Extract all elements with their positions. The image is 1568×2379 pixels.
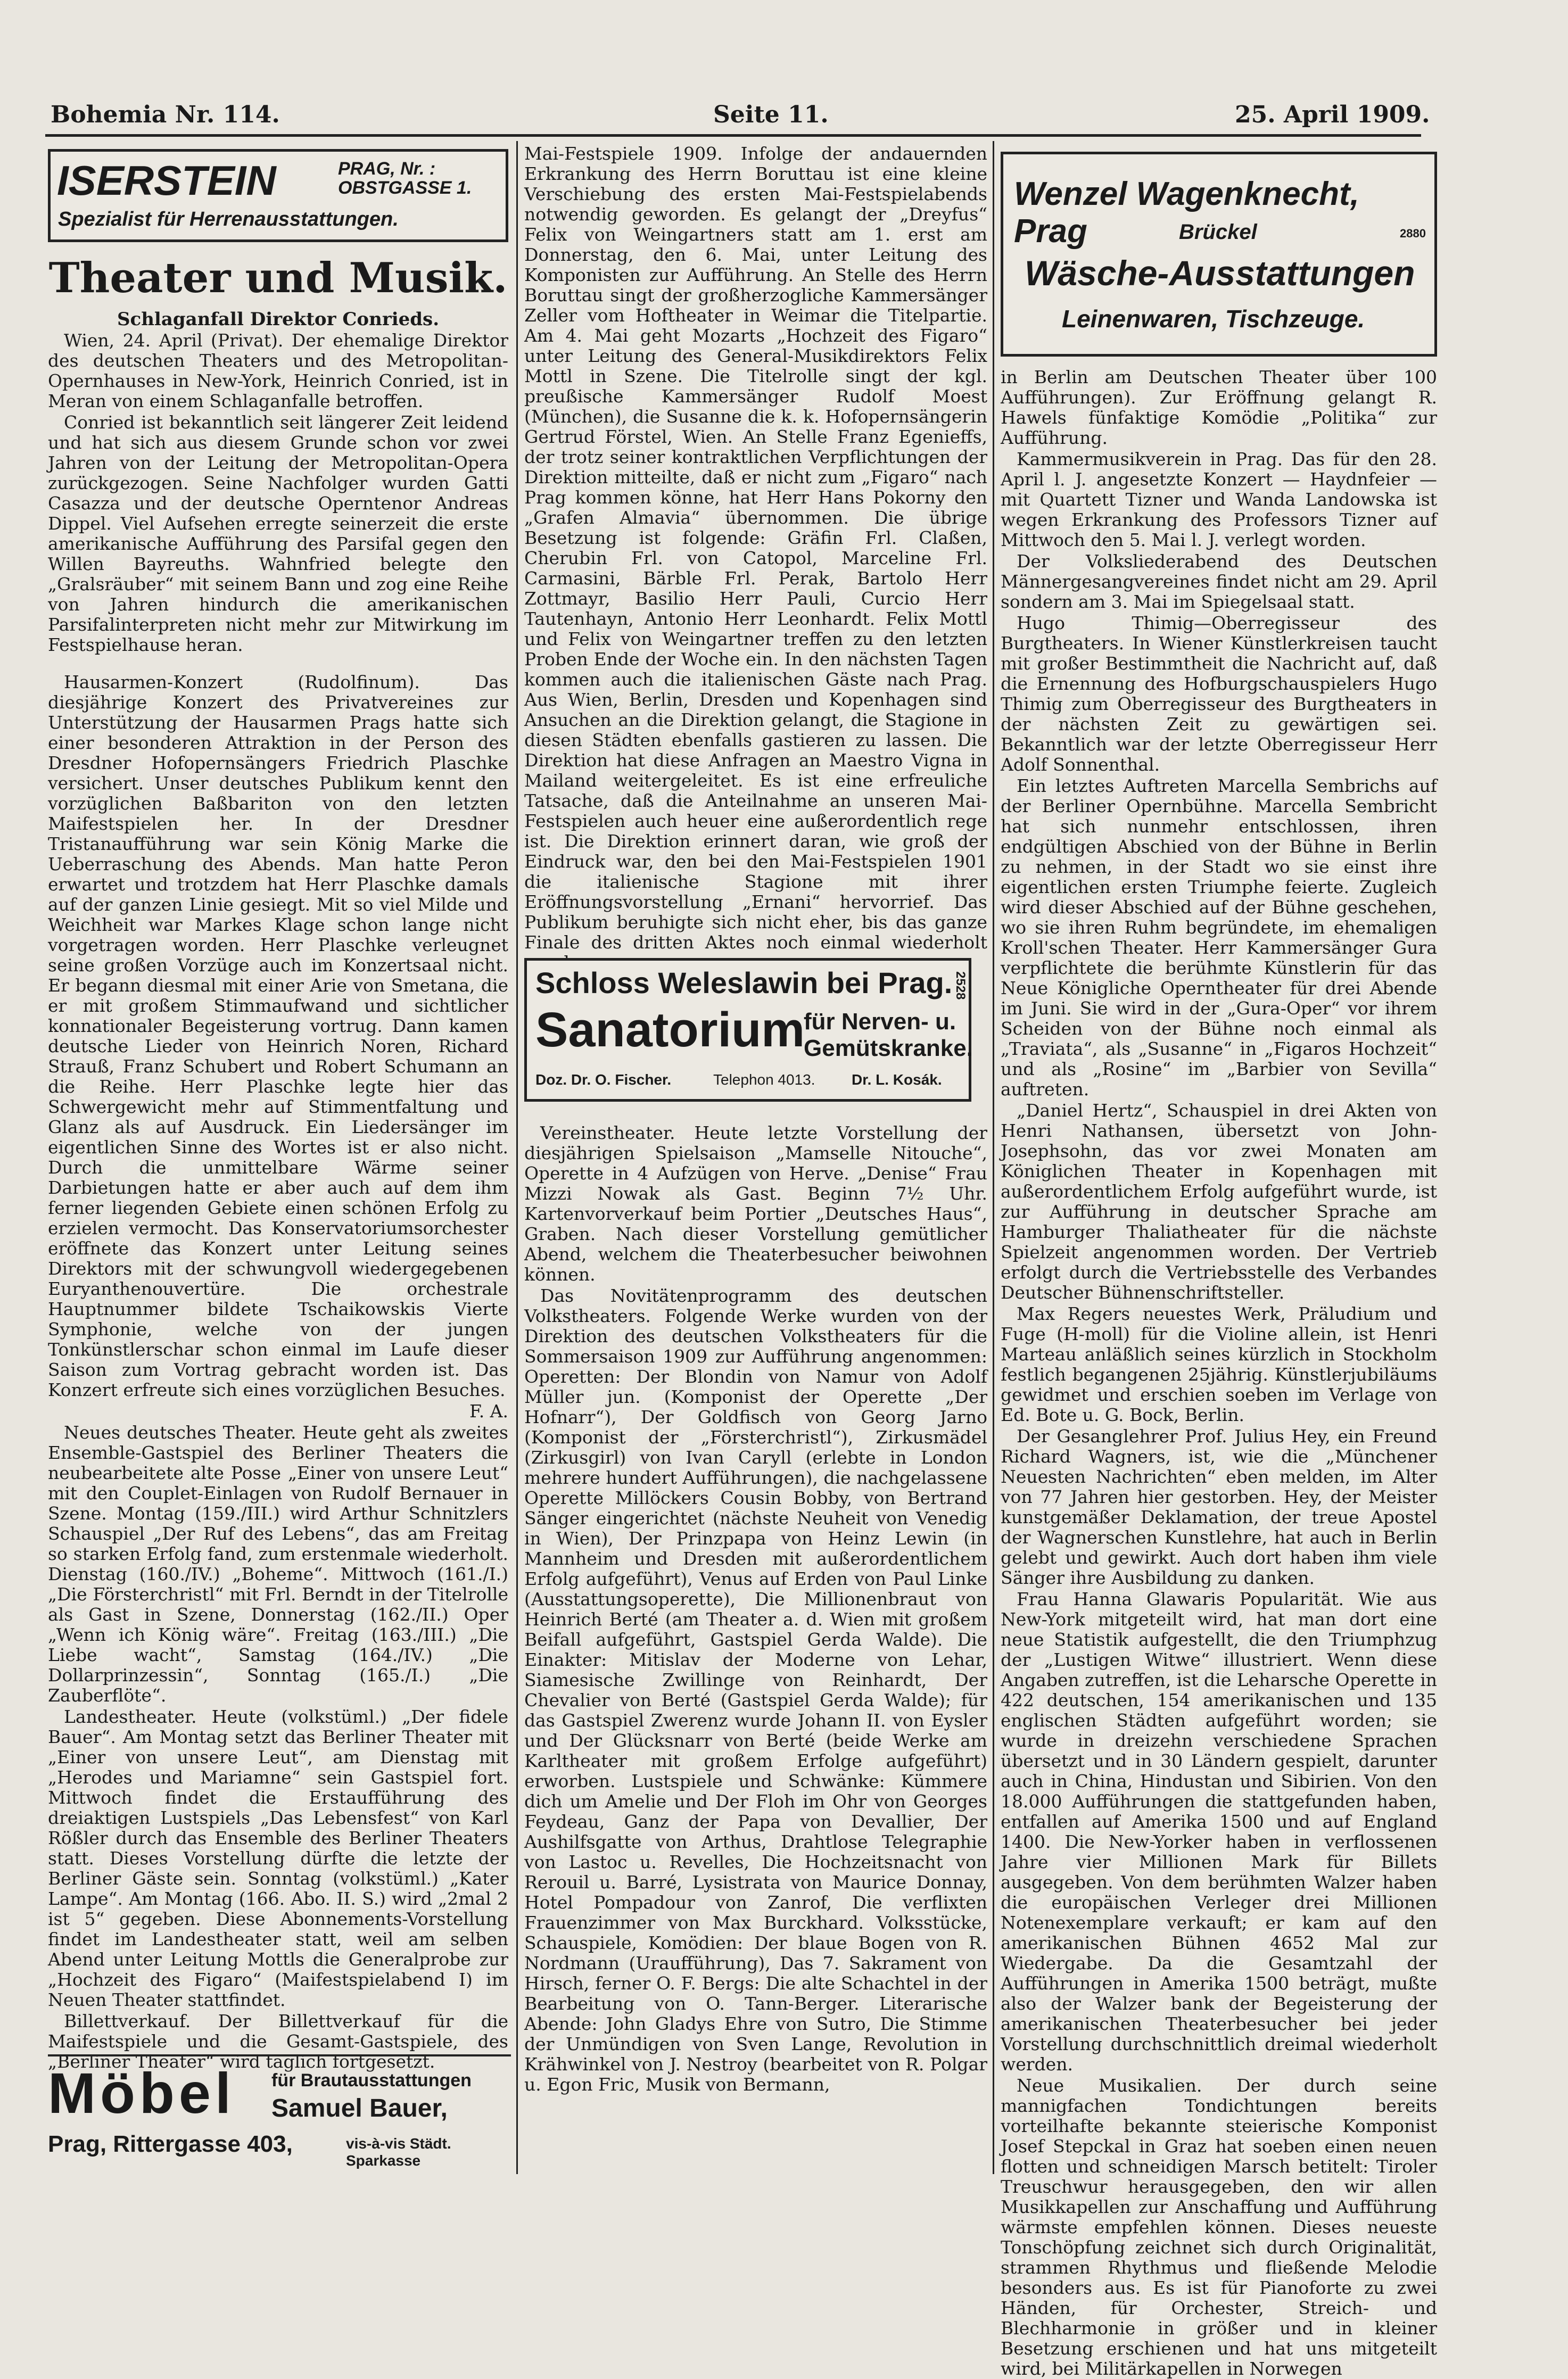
section-title: Theater und Musik. (48, 254, 508, 302)
wagenknecht-line3: Leinenwaren, Tischzeuge. (1062, 305, 1365, 333)
article-signature: F. A. (469, 1401, 508, 1422)
wagenknecht-line2: Wäsche-Ausstattungen (1025, 253, 1415, 293)
iserstein-addr1: PRAG, Nr. : (338, 159, 436, 179)
article-paragraph: Mai-Festspiele 1909. Infolge der andauernden Erkrankung des Herrn Boruttau ist eine kleine Verschiebung des ersten Mai-Festspielabends notwendig geworden. Es gelangt der „Dreyfus“ Felix von Weingartners statt am 1. erst am Donnerstag, den 6. Mai, unter Leitung des Komponisten zur Aufführung. An Stelle des Herrn Boruttau singt der großherzogliche Kammersänger Zeller vom Hoftheater in Weimar die Titelpartie. Am 4. Mai geht Mozarts „Hochzeit des Figaro“ unter Leitung des General-Musikdirektors Felix Mottl in Szene. Die Titelrolle singt der kgl. preußische Kammersänger Rudolf Moest (München), die Susanne die k. k. Hofopernsängerin Gertrud Förstel, Wien. An Stelle Franz Egenieffs, der trotz seiner kontraktlichen Verpflichtungen der Direktion mitteilte, daß er nicht zum „Figaro“ nach Prag kommen könne, hat Herr Hans Pokorny den „Grafen Almavia“ übernommen. Die übrige Besetzung ist folgende: Gräfin Frl. Claßen, Cherubin Frl. von Catopol, Marceline Frl. Carmasini, Bärble Frl. Perak, Bartolo Herr Zottmayr, Basilio Herr Pauli, Curcio Herr Tautenhayn, Antonio Herr Leonhardt. Felix Mottl und Felix von Weingartner treffen zu den letzten Proben Ende der Woche ein. In den nächsten Tagen kommen auch die italienischen Gäste nach Prag. Aus Wien, Berlin, Dresden und Kopenhagen sind Ansuchen an die Direktion gelangt, die Stagione in diesen Städten ebenfalls gastieren zu lassen. Die Direktion hat diese Anfragen an Maestro Vigna in Mailand weitergeleitet. Es ist eine erfreuliche Tatsache, daß die Anteilnahme an unseren Mai-Festspielen auch heuer eine außerordentlich rege ist. Die Direktion erinnert daran, wie groß der Eindruck war, den bei den Mai-Festspielen 1901 die italienische Stagione mit ihrer Eröffnungsvorstellung „Ernani“ hervorrief. Das Publikum beruhigte sich nicht eher, bis das ganze Finale des dritten Aktes noch einmal wiederholt (524, 143, 987, 953)
moebel-ad (48, 2054, 511, 2168)
article-paragraph: Vereinstheater. Heute letzte Vorstellung der diesjährigen Spielsaison „Mamselle Nitouche“, Operette in 4 Aufzügen von Herve. „Denise“ Frau Mizzi Nowak als Gast. Beginn 7½ Uhr. Kartenvorverkauf beim Portier „Deutsches Haus“, Graben. Nach dieser Vorstellung gemütlicher Abend, welchem die Theaterbesucher beiwohnen können. (524, 1122, 987, 1285)
weleslawin-footer-right: Dr. L. Kosák. (852, 1071, 942, 1088)
weleslawin-line1: Schloss Weleslawin bei Prag. (535, 966, 953, 999)
header-date: 25. April 1909. (1235, 101, 1430, 128)
article-paragraph: Frau Hanna Glawaris Popularität. Wie aus New-York mitgeteilt wird, hat man dort eine neue Statistik aufgestellt, die den Triumphzug der „Lustigen Witwe“ illustriert. Wenn diese Angaben zutreffen, ist die Leharsche Operette in 422 deutschen, 154 amerikanischen und 135 englischen Städten aufgeführt worden; sie wurde in dreizehn verschiedene Sprachen übersetzt und in 30 Ländern gespielt, darunter auch in China, Hindustan und Sibirien. Von den 18.000 Aufführungen die stattgefunden haben, entfallen auf Amerika 1500 und auf England 1400. Die New-Yorker haben in verflossenen Jahre vier Millionen Mark für Billets ausgegeben. Von dem berühmten Walzer haben die europäischen Verleger drei Millionen Notenexemplare verkauft; er kam auf den amerikanischen Bühnen 4652 Mal zur Wiedergabe. Da die Gesamtzahl der Aufführungen in Amerika 1500 beträgt, mußte also der Walzer bank der Begeisterung der amerikanischen Theaterbesucher bei jeder Vorstellung durchschnittlich dreimal wiederholt werden. (1001, 1589, 1437, 2075)
article-paragraph: Landestheater. Heute (volkstüml.) „Der fidele Bauer“. Am Montag setzt das Berliner Theater mit „Einer von unsere Leut“, am Dienstag mit „Herodes und Mariamne“ sein Gastspiel fort. Mittwoch findet die Erstaufführung des dreiaktigen Lustspiels „Das Lebensfest“ von Karl Rößler durch das Ensemble des Berliner Theaters statt. Dieses Vorstellung dürfte die letzte der Berliner Gäste sein. Sonntag (volkstüml.) „Kater Lampe“. Am Montag (166. Abo. II. S.) wird „2mal 2 ist 5“ gegeben. Diese Abonnements-Vorstellung findet im Landestheater statt, weil am selben Abend unter Leitung Mottls die Generalprobe zur „Hochzeit des Figaro“ (Maifestspielabend I) im Neuen Theater stattfindet. (48, 1706, 508, 2010)
article-paragraph: Das Novitätenprogramm des deutschen Volkstheaters. Folgende Werke wurden von der Direktion des deutschen Volkstheaters für die Sommersaison 1909 zur Aufführung angenommen: Operetten: Der Blondin von Namur von Adolf Müller jun. (Komponist der Operette „Der Hofnarr“), Der Goldfisch von Georg Jarno (Komponist der „Försterchristl“), Zirkusmädel (Zirkusgirl) von Ivan Caryll (erlebte in London mehrere hundert Aufführungen), die nachgelassene Operette Millöckers Cousin Bobby, von Bertrand Sänger eingerichtet (nächste Neuheit von Venedig in Wien), Der Prinzpapa von Heinz Lewin (in Mannheim und Dresden mit außerordentlichem Erfolg aufgeführt), Venus auf Erden von Paul Linke (Ausstattungsoperette), Die Millionenbraut von Heinrich Berté (am Theater a. d. Wien mit großem Beifall aufgeführt, Gastspiel Gerda Walde). Die Einakter: Mitislav der Moderne von Lehar, Siamesische Zwillinge von Reinhardt, Der Chevalier von Berté (Gastspiel Gerda Walde); für das Gastspiel Zwerenz wurde Johann II. von Eysler und Der Glücksnarr von Berté (beide Werke am Karltheater mit großem Erfolge aufgeführt) erworben. Lustspiele und Schwänke: Kümmere dich um Amelie und Der Floh im Ohr von Georges Feydeau, Ganz der Papa von Devallier, Der Aushilfsgatte von Arthus, Drahtlose Telegraphie von Lastoc u. Revelles, Die Hochzeitsnacht von Rerouil u. Barré, Lysistrata von Maurice Donnay, Hotel Pompadour von Zanrof, Die verflixten Frauenzimmer von Max Burckhard. Volksstücke, Schauspiele, Komödien: Der blaue Bogen von R. Nordmann (Uraufführung), Das 7. Sakrament von Hirsch, ferner O. F. Bergs: Die alte Schachtel in der Bearbeitung von O. Tann-Berger. Literarische Abende: John Gladys Ehre von Sutro, Die Stimme der Unmündigen von Sven Lange, Revolution in Krähwinkel von J. Nestroy (bearbeitet von R. Polgar u. Egon Fric, Musik von Bermann, (524, 1285, 987, 2095)
weleslawin-ad (524, 958, 971, 1102)
iserstein-name: ISERSTEIN (57, 157, 276, 204)
weleslawin-small2: Gemütskranke. (804, 1035, 973, 1061)
article-paragraph: Der Gesanglehrer Prof. Julius Hey, ein Freund Richard Wagners, ist, wie die „Münchener Neuesten Nachrichten“ eben melden, im Alter von 77 Jahren hier gestorben. Hey, der Meister kunstgemäßer Deklamation, der treue Apostel der Wagnerschen Kunstlehre, hat auch in Berlin gelebt und gewirkt. Auch dort haben ihm viele Sänger ihre Ausbildung zu danken. (1001, 1426, 1437, 1588)
moebel-footer-left: Prag, Rittergasse 403, (48, 2131, 293, 2157)
article-paragraph: Conried ist bekanntlich seit längerer Zeit leidend und hat sich aus diesem Grunde schon vor zwei Jahren von der Leitung der Metropolitan-Opera zurückgezogen. Seine Nachfolger wurden Gatti Casazza und der deutsche Operntenor Andreas Dippel. Viel Aufsehen erregte seinerzeit die erste amerikanische Aufführung des Parsifal gegen den Willen Bayreuths. Wahnfried belegte den „Gralsräuber“ mit seinem Bann und zog eine Reihe von Jahren hindurch die amerikanischen Parsifalinterpreten nicht mehr zur Mitwirkung im Festspielhause heran. (48, 412, 508, 655)
wagenknecht-sub: Brückel (1179, 220, 1257, 244)
weleslawin-footer-left: Doz. Dr. O. Fischer. (535, 1071, 672, 1088)
column-divider (516, 141, 518, 2174)
weleslawin-code: 2528 (953, 971, 968, 1000)
article-paragraph: Hugo Thimig—Oberregisseur des Burgtheaters. In Wiener Künstlerkreisen taucht mit großer Bestimmtheit die Nachricht auf, daß die Ernennung des Hofburgschauspielers Hugo Thimig zum Oberregisseur des Burgtheaters in der nächsten Zeit zu gewärtigen sei. Bekanntlich war der letzte Oberregisseur Herr Adolf Sonnenthal. (1001, 613, 1437, 775)
column-1 (48, 144, 508, 2113)
article-paragraph: Hausarmen-Konzert (Rudolfinum). Das diesjährige Konzert des Privatvereines zur Unterstützung der Hausarmen Prags hatte sich einer besonderen Attraktion in der Person des Dresdner Hofopernsängers Friedrich Plaschke versichert. Unser deutsches Publikum kennt den vorzüglichen Baßbariton von den letzten Maifestspielen her. In der Dresdner Tristanaufführung war sein König Marke die Ueberraschung des Abends. Man hatte Peron erwartet und trotzdem hat Herr Plaschke damals auf der ganzen Linie gesiegt. Mit so viel Milde und Weichheit war Markes Klage schon lange nicht vorgetragen worden. Herr Plaschke verleugnet seine großen Vorzüge auch im Konzertsaal nicht. Er begann diesmal mit einer Arie von Smetana, die er mit großem Stimmaufwand und sichtlicher konnationaler Begeisterung vortrug. Dann kamen deutsche Lieder von Heinrich Noren, Richard Strauß, Franz Schubert und Robert Schumann an die Reihe. Herr Plaschke legte hier das Schwergewicht mehr auf Stimmentfaltung und Glanz als auf Ausdruck. Ein Liedersänger im eigentlichen Sinne des Wortes ist er also nicht. Durch die unmittelbare Wärme seiner Darbietungen hatte er aber auch auf dem ihm ferner liegenden Gebiete einen schönen Erfolg zu erzielen vermocht. Das Konservatoriumsorchester eröffnete das Konzert unter Leitung seines Direktors mit der schwungvoll wiedergegebenen Euryanthenouvertüre. Die orchestrale Hauptnummer bildete Tschaikowskis Vierte Symphonie, welche von der jungen Tonkünstlerschar schon einmal im Laufe dieser Saison zum Vortrag gebracht worden ist. Das Konzert erfreute sich eines vorzüglichen Besuches. (48, 672, 508, 1400)
article-headline: Schlaganfall Direktor Conrieds. (117, 309, 440, 330)
article-paragraph: Max Regers neuestes Werk, Präludium und Fuge (H-moll) für die Violine allein, ist Henri Marteau anläßlich seines kürzlich in Stockholm festlich begangenen 25jährig. Künstlerjubiläums gewidmet und erschien soeben im Verlage von Ed. Bote u. G. Bock, Berlin. (1001, 1303, 1437, 1425)
moebel-line2: Samuel Bauer, (271, 2094, 448, 2122)
weleslawin-small1: für Nerven- u. (804, 1009, 956, 1035)
column-2-bottom (524, 1123, 987, 2166)
article-paragraph: Billettverkauf. Der Billettverkauf für die Maifestspiele und die Gesamt-Gastspiele, des „Berliner Theater“ wird täglich fortgesetzt. (48, 2011, 508, 2072)
article-paragraph: Ein letztes Auftreten Marcella Sembrichs auf der Berliner Opernbühne. Marcella Sembricht hat sich nunmehr entschlossen, ihren endgültigen Abschied von der Bühne in Berlin zu nehmen, in der Stadt wo sie einst ihre eigentlichen ersten Triumphe feierte. Zugleich wird dieser Abschied auf der Bühne geschehen, wo sie ihren Ruhm begründete, im ehemaligen Kroll'schen Theater. Herr Kammersänger Gura verpflichtete die berühmte Künstlerin für das Neue Königliche Operntheater für drei Abende im Juni. Sie wird in der „Gura-Oper“ vor ihrem Scheiden von der Bühne noch einmal als „Traviata“, als „Susanne“ in „Figaros Hochzeit“ und als „Rosine“ im „Barbier von Sevilla“ auftreten. (1001, 775, 1437, 1100)
iserstein-addr2: OBSTGASSE 1. (338, 178, 472, 198)
article-paragraph: Neue Musikalien. Der durch seine mannigfachen Tondichtungen bereits vorteilhafte bekannte steierische Komponist Josef Stepckal in Graz hat soeben einen neuen flotten und schneidigen Marsch betitelt: Tiroler Treuschwur herausgegeben, den wir allen Musikkapellen zur Anschaffung und Aufführung wärmste empfehlen können. Dieses neueste Tonschöpfung zeichnet sich durch Originalität, strammen Rhythmus und fließende Melodie besonders aus. Es ist für Pianoforte zu zwei Händen, für Orchester, Streich- und Blechharmonie in größer und in kleiner Besetzung erschienen und hat uns mitgeteilt wird, bei Militärkapellen in Norwegen (1001, 2075, 1437, 2379)
weleslawin-footer-mid: Telephon 4013. (713, 1071, 815, 1088)
article-paragraph: Kammermusikverein in Prag. Das für den 28. April l. J. angesetzte Konzert — Haydnfeier — mit Quartett Tizner und Wanda Landowska ist wegen Erkrankung des Professors Tizner auf Mittwoch den 5. Mai l. J. verlegt worden. (1001, 449, 1437, 550)
column-3 (1001, 367, 1437, 2379)
article-paragraph: „Daniel Hertz“, Schauspiel in drei Akten von Henri Nathansen, übersetzt von John-Josephsohn, das vor zwei Monaten am Königlichen Theater in Kopenhagen mit außerordentlichem Erfolg aufgeführt wurde, ist zur Aufführung in deutscher Sprache am Hamburger Thaliatheater für die nächste Spielzeit angenommen worden. Der Vertrieb erfolgt durch die Vertriebsstelle des Verbandes Deutscher Bühnenschriftsteller. (1001, 1100, 1437, 1303)
header-rule (45, 134, 1421, 137)
moebel-line1: für Brautausstattungen (271, 2070, 472, 2091)
article-paragraph: in Berlin am Deutschen Theater über 100 Aufführungen). Zur Eröffnung gelangt R. Hawels fünfaktige Komödie „Politika“ zur Aufführung. (1001, 367, 1437, 448)
iserstein-ad (48, 149, 508, 242)
moebel-footer-right: vis-à-vis Städt. Sparkasse (346, 2135, 451, 2169)
wagenknecht-name: Wenzel Wagenknecht, Prag (1014, 176, 1359, 250)
header-page-number: Seite 11. (713, 101, 829, 128)
column-2-top (524, 144, 987, 953)
article-paragraph: Der Volksliederabend des Deutschen Männergesangvereines findet nicht am 29. April sondern am 3. Mai im Spiegelsaal statt. (1001, 551, 1437, 612)
article-paragraph: Wien, 24. April (Privat). Der ehemalige Direktor des deutschen Theaters und des Metropolitan-Opernhauses in New-York, Heinrich Conried, ist in Meran von einem Schlaganfalle betroffen. (48, 330, 508, 411)
column-divider (993, 141, 994, 2174)
iserstein-tagline: Spezialist für Herrenausstattungen. (58, 208, 399, 230)
header-issue: Bohemia Nr. 114. (51, 101, 280, 128)
moebel-big: Möbel (48, 2061, 235, 2125)
weleslawin-big: Sanatorium (535, 1003, 805, 1057)
wagenknecht-ad (1001, 152, 1437, 357)
article-paragraph: Neues deutsches Theater. Heute geht als zweites Ensemble-Gastspiel des Berliner Theaters die neubearbeitete alte Posse „Einer von unsere Leut“ mit den Couplet-Einlagen von Rudolf Bernauer in Szene. Montag (159./III.) wird Arthur Schnitzlers Schauspiel „Der Ruf des Lebens“, das am Freitag so starken Erfolg fand, zum erstenmale wiederholt. Dienstag (160./IV.) „Boheme“. Mittwoch (161./I.) „Die Försterchristl“ mit Frl. Berndt in der Titelrolle als Gast in Szene, Donnerstag (162./II.) Oper „Wenn ich König wäre“. Freitag (163./III.) „Die Liebe wacht“, Samstag (164./IV.) „Die Dollarprinzessin“, Sonntag (165./I.) „Die Zauberflöte“. (48, 1422, 508, 1706)
wagenknecht-code: 2880 (1400, 227, 1426, 240)
